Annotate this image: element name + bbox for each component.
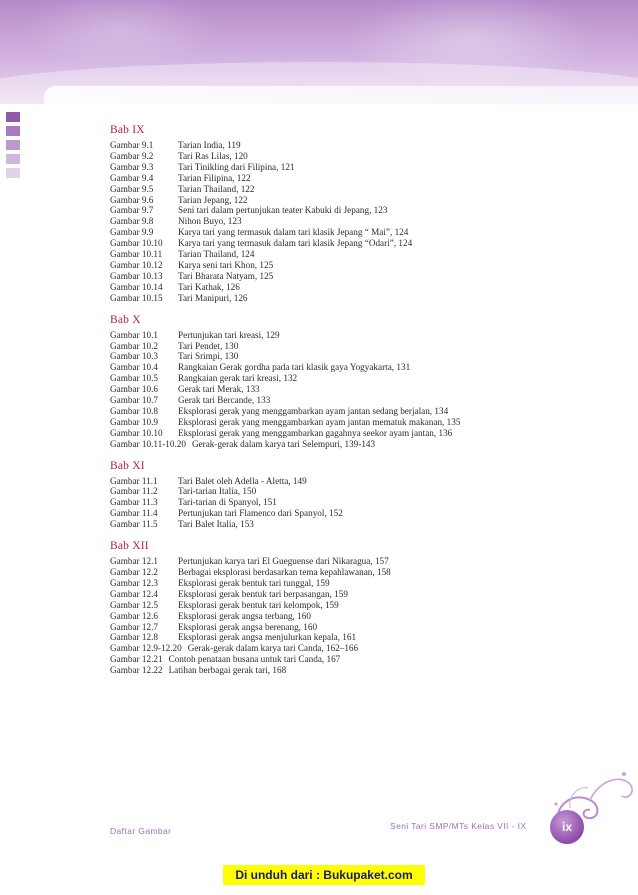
figure-entry <box>110 497 610 508</box>
figure-label: Gambar 12.2 <box>110 567 158 577</box>
figure-entry <box>110 556 610 567</box>
figure-entry <box>110 519 610 530</box>
figure-caption: Tari Srimpi, 130 <box>178 351 239 362</box>
figure-caption: Eksplorasi gerak angsa terbang, 160 <box>178 610 311 621</box>
figure-label: Gambar 10.7 <box>110 395 158 406</box>
figure-caption: Tari Balet Italia, 153 <box>178 519 254 530</box>
figure-label: Gambar 10.1 <box>110 329 158 340</box>
figure-entry <box>110 140 610 151</box>
figure-label: Gambar 12.8 <box>110 632 158 643</box>
figure-label: Gambar 9.3 <box>110 161 154 172</box>
figure-entry <box>110 238 610 249</box>
figure-label: Gambar 10.13 <box>110 270 163 281</box>
figure-caption: Seni tari dalam pertunjukan teater Kabuki di Jepang, 123 <box>178 205 388 216</box>
figure-caption: Tarian Jepang, 122 <box>178 194 248 205</box>
figure-entry <box>110 632 610 643</box>
figure-label: Gambar 11.5 <box>110 519 158 530</box>
figure-caption: Karya tari yang termasuk dalam tari klasik Jepang “ Mai”, 124 <box>178 227 409 238</box>
figure-label: Gambar 9.2 <box>110 150 154 161</box>
figure-entry <box>110 611 610 622</box>
figure-label: Gambar 11.3 <box>110 497 158 508</box>
figure-caption: Tari Bharata Natyam, 125 <box>178 270 274 281</box>
figure-label: Gambar 10.3 <box>110 351 158 362</box>
figure-entry <box>110 654 610 665</box>
figure-caption: Gerak tari Merak, 133 <box>178 384 260 395</box>
figure-entry <box>110 600 610 611</box>
figure-entry <box>110 439 610 450</box>
figure-label: Gambar 12.4 <box>110 588 158 599</box>
figure-entry <box>110 330 610 341</box>
figure-caption: Rangkaian Gerak gordha pada tari klasik gaya Yogyakarta, 131 <box>178 362 411 373</box>
figure-caption: Eksplorasi gerak bentuk tari berpasangan, 159 <box>178 588 348 599</box>
bab-title: Bab XII <box>110 540 149 553</box>
figure-label: Gambar 10.8 <box>110 405 158 416</box>
figure-label: Gambar 12.7 <box>110 621 158 632</box>
figure-caption: Tari Manipuri, 126 <box>178 292 248 303</box>
figure-label: Gambar 12.6 <box>110 610 158 621</box>
figure-label: Gambar 9.5 <box>110 183 154 194</box>
figure-label: Gambar 10.10 <box>110 238 163 249</box>
bab-title: Bab XI <box>110 459 145 472</box>
figure-caption: Tari Balet oleh Adella - Aletta, 149 <box>178 475 307 486</box>
figure-caption: Tari-tarian Italia, 150 <box>178 486 257 497</box>
figure-entry <box>110 184 610 195</box>
figure-label: Gambar 10.2 <box>110 340 158 351</box>
figure-entry <box>110 406 610 417</box>
banner-strip <box>44 86 638 104</box>
decor-square <box>6 168 20 178</box>
figure-caption: Eksplorasi gerak yang menggambarkan gagahnya seekor ayam jantan, 136 <box>178 427 453 438</box>
figure-entry <box>110 162 610 173</box>
side-decoration <box>6 112 22 182</box>
figure-label: Gambar 9.8 <box>110 216 154 227</box>
figure-caption: Eksplorasi gerak bentuk tari kelompok, 159 <box>178 599 339 610</box>
figure-caption: Berbagai eksplorasi berdasarkan tema kepahlawanan, 158 <box>178 567 391 577</box>
figure-entry <box>110 589 610 600</box>
figure-label: Gambar 9.6 <box>110 194 154 205</box>
figure-caption: Tarian India, 119 <box>178 140 241 150</box>
header-banner <box>0 0 638 104</box>
figure-label: Gambar 10.5 <box>110 373 158 384</box>
figure-label: Gambar 12.5 <box>110 599 158 610</box>
bab-section <box>110 540 610 676</box>
figure-label: Gambar 11.4 <box>110 508 158 519</box>
figure-caption: Gerak-gerak dalam karya tari Selempuri, 139-143 <box>191 438 376 449</box>
figure-entry <box>110 151 610 162</box>
figure-entry <box>110 271 610 282</box>
figure-label: Gambar 10.15 <box>110 292 163 303</box>
figure-label: Gambar 10.11-10.20 <box>110 438 186 449</box>
figure-caption: Eksplorasi gerak yang menggambarkan ayam jantan sedang berjalan, 134 <box>178 405 449 416</box>
figure-caption: Eksplorasi gerak bentuk tari tunggal, 159 <box>178 577 330 588</box>
figure-entry <box>110 428 610 439</box>
figure-entry <box>110 227 610 238</box>
page-number-badge <box>550 810 584 844</box>
page-number: ix <box>561 820 572 834</box>
decor-square <box>6 154 20 164</box>
figure-label: Gambar 12.9-12.20 <box>110 643 182 654</box>
figure-entry <box>110 486 610 497</box>
figure-caption: Tarian Thailand, 124 <box>178 249 255 260</box>
figure-entry <box>110 362 610 373</box>
figure-entry <box>110 341 610 352</box>
figure-caption: Tari Pendet, 130 <box>178 340 239 351</box>
figure-caption: Rangkaian gerak tari kreasi, 132 <box>178 373 298 384</box>
figure-label: Gambar 12.3 <box>110 577 158 588</box>
figure-label: Gambar 10.9 <box>110 416 158 427</box>
figure-caption: Eksplorasi gerak angsa berenang, 160 <box>178 621 318 632</box>
figure-entry <box>110 282 610 293</box>
figure-entry <box>110 567 610 578</box>
decor-square <box>6 140 20 150</box>
download-source-banner[interactable]: Di unduh dari : Bukupaket.com <box>223 865 425 885</box>
figure-entry <box>110 373 610 384</box>
decor-square <box>6 126 20 136</box>
figure-entry <box>110 195 610 206</box>
figure-entry <box>110 216 610 227</box>
figure-label: Gambar 10.10 <box>110 427 163 438</box>
figure-caption: Latihan berbagai gerak tari, 168 <box>168 665 287 676</box>
figure-caption: Tari Kathak, 126 <box>178 281 240 292</box>
figure-entry <box>110 173 610 184</box>
decor-square <box>6 112 20 122</box>
figure-caption: Contoh penataan busana untuk tari Canda, 167 <box>168 654 341 665</box>
figure-caption: Karya seni tari Khon, 125 <box>178 259 274 270</box>
figure-entry <box>110 622 610 633</box>
figure-entry <box>110 508 610 519</box>
figure-entry <box>110 395 610 406</box>
figure-label: Gambar 12.22 <box>110 665 163 676</box>
bab-title: Bab IX <box>110 124 145 136</box>
figure-entry <box>110 293 610 304</box>
figure-label: Gambar 10.11 <box>110 249 163 260</box>
figure-caption: Gerak tari Bercande, 133 <box>178 395 271 406</box>
figure-label: Gambar 10.6 <box>110 384 158 395</box>
figure-label: Gambar 11.2 <box>110 486 158 497</box>
bab-section <box>110 124 610 304</box>
figure-caption: Eksplorasi gerak yang menggambarkan ayam jantan mematuk makanan, 135 <box>178 416 461 427</box>
figure-caption: Gerak-gerak dalam karya tari Canda, 162–166 <box>187 643 359 654</box>
figure-label: Gambar 11.1 <box>110 475 158 486</box>
figure-entry <box>110 249 610 260</box>
figure-entry <box>110 476 610 487</box>
figure-label: Gambar 10.14 <box>110 281 163 292</box>
figure-caption: Tarian Thailand, 122 <box>178 183 255 194</box>
figure-caption: Tari Tinikling dari Filipina, 121 <box>178 161 295 172</box>
figure-entry <box>110 417 610 428</box>
figure-caption: Pertunjukan tari Flamenco dari Spanyol, 152 <box>178 508 343 519</box>
figure-caption: Nihon Buyo, 123 <box>178 216 242 227</box>
footer-book-title: Seni Tari SMP/MTs Kelas VII - IX <box>390 821 527 831</box>
figure-label: Gambar 9.4 <box>110 172 154 183</box>
figure-label: Gambar 12.1 <box>110 556 158 567</box>
figure-label: Gambar 12.21 <box>110 654 163 665</box>
figure-entry <box>110 665 610 676</box>
figure-caption: Pertunjukan karya tari El Gueguense dari Nikaragua, 157 <box>178 556 389 567</box>
figure-caption: Karya tari yang termasuk dalam tari klasik Jepang “Odari”, 124 <box>178 238 413 249</box>
figure-entry <box>110 260 610 271</box>
bab-section <box>110 460 610 531</box>
figure-label: Gambar 10.4 <box>110 362 158 373</box>
figure-label: Gambar 10.12 <box>110 259 163 270</box>
figure-label: Gambar 9.7 <box>110 205 154 216</box>
bab-title: Bab X <box>110 313 141 326</box>
figure-entry <box>110 205 610 216</box>
figure-caption: Tari Ras Lilas, 120 <box>178 150 248 161</box>
figure-caption: Tari-tarian di Spanyol, 151 <box>178 497 277 508</box>
figure-label: Gambar 9.9 <box>110 227 154 238</box>
figure-caption: Tarian Filipina, 122 <box>178 172 251 183</box>
bab-section <box>110 314 610 450</box>
figure-entry <box>110 643 610 654</box>
figure-label: Gambar 9.1 <box>110 140 154 150</box>
footer-section-title: Daftar Gambar <box>110 826 172 836</box>
figure-entry <box>110 384 610 395</box>
figure-caption: Eksplorasi gerak angsa menjulurkan kepala, 161 <box>178 632 357 643</box>
figure-caption: Pertunjukan tari kreasi, 129 <box>178 329 280 340</box>
figure-entry <box>110 351 610 362</box>
figure-entry <box>110 578 610 589</box>
figure-list <box>110 124 610 686</box>
